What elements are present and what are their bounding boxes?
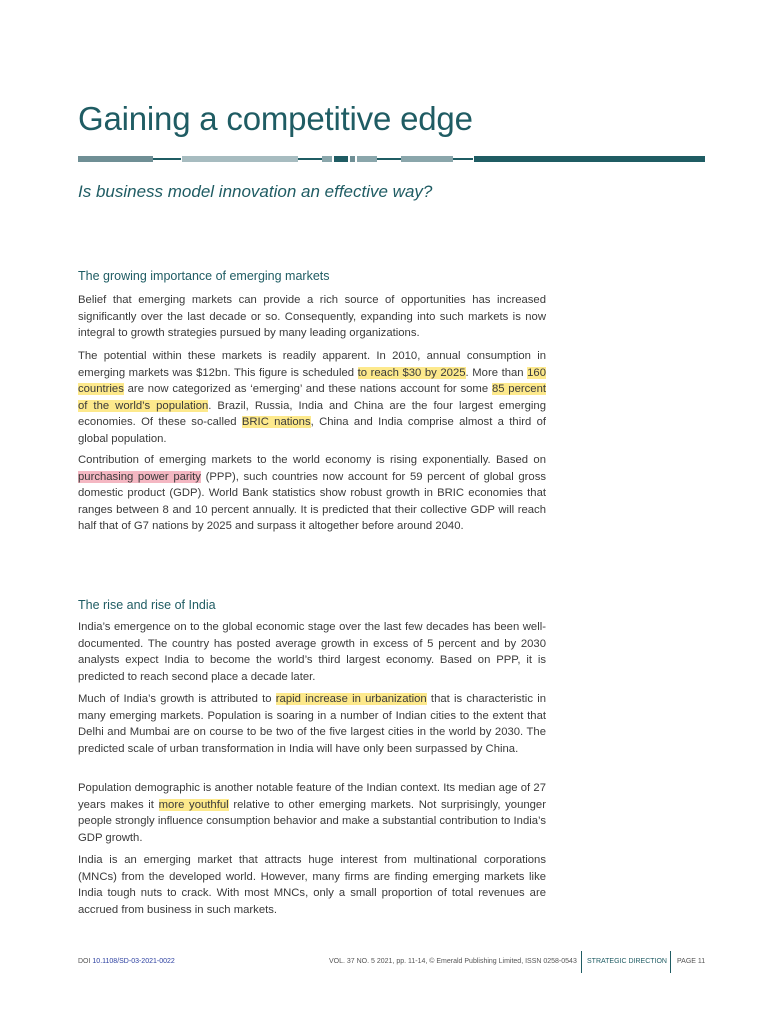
section-heading: The rise and rise of India <box>78 598 216 612</box>
highlight: to reach $30 by 2025 <box>357 366 466 379</box>
journal-name: STRATEGIC DIRECTION <box>587 958 667 965</box>
highlight: rapid increase in urbanization <box>275 693 427 705</box>
paragraph: The potential within these markets is readily apparent. In 2010, annual consumption in emerging markets was $12bn. This figure is scheduled to reach $30 by 2025. More than 160 countries are now categorized as ‘emerging’ and these nations account for some 85 percent of the world’s population. Brazil, Russia, India and China are the four largest emerging economies. Of these so-called BRIC nations, China and India comprise almost a third of global population. <box>78 350 546 445</box>
page-number: PAGE 11 <box>677 958 706 965</box>
paragraph: India is an emerging market that attracts huge interest from multinational corporations (MNCs) from the developed world. However, many firms are finding emerging markets like India tough nuts to crack. With most MNCs, only a small proportion of total revenues are accrued from business in such markets. <box>78 854 546 916</box>
paragraph: Much of India’s growth is attributed to rapid increase in urbanization that is characteristic in many emerging markets. Population is soaring in a number of Indian cities to the extent that Delhi and Mumbai are on course to be two of the five largest cities in the world by 2030. The predicted scale of urban transformation in India will have only been surpassed by China. <box>78 693 546 755</box>
article-title: Gaining a competitive edge <box>78 100 473 137</box>
paragraph: Population demographic is another notable feature of the Indian context. Its median age of 27 years makes it more youthful relative to other emerging markets. Not surprisingly, younger people strongly influence consumption behavior and make a substantial contribution to India’s GDP growth. <box>78 782 546 844</box>
highlight: purchasing power parity <box>78 470 201 483</box>
article-subtitle: Is business model innovation an effective way? <box>78 182 433 201</box>
citation: VOL. 37 NO. 5 2021, pp. 11-14, © Emerald Publishing Limited, ISSN 0258-0543 <box>329 958 577 965</box>
decorative-rule <box>78 156 705 162</box>
footer-divider <box>581 951 582 973</box>
paragraph: Belief that emerging markets can provide a rich source of opportunities has increased significantly over the last decade or so. Consequently, expanding into such markets is now integral to growth strategies pursued by many leading organizations. <box>78 294 546 340</box>
doi-link[interactable]: 10.1108/SD-03-2021-0022 <box>92 958 175 965</box>
highlight: BRIC nations <box>241 416 311 429</box>
highlight: 160 countries <box>78 366 546 396</box>
paragraph: India’s emergence on to the global economic stage over the last few decades has been well-documented. The country has posted average growth in excess of 5 percent and by 2030 analysts expect India to become the world’s third largest economy. Based on PPP, it is predicted to reach second place a decade later. <box>78 621 546 683</box>
doi: DOI 10.1108/SD-03-2021-0022 <box>78 958 175 965</box>
footer-divider <box>670 951 671 973</box>
highlight: more youthful <box>158 798 229 811</box>
highlight: 85 percent of the world’s population <box>78 383 546 412</box>
section-heading: The growing importance of emerging markets <box>78 269 330 283</box>
paragraph: Contribution of emerging markets to the world economy is rising exponentially. Based on purchasing power parity (PPP), such countries now account for 59 percent of global gross domestic product (GDP). World Bank statistics show robust growth in BRIC economies that ranges between 8 and 10 percent annually. It is predicted that their collective GDP will reach half that of G7 nations by 2025 and surpass it altogether before around 2040. <box>78 454 546 533</box>
